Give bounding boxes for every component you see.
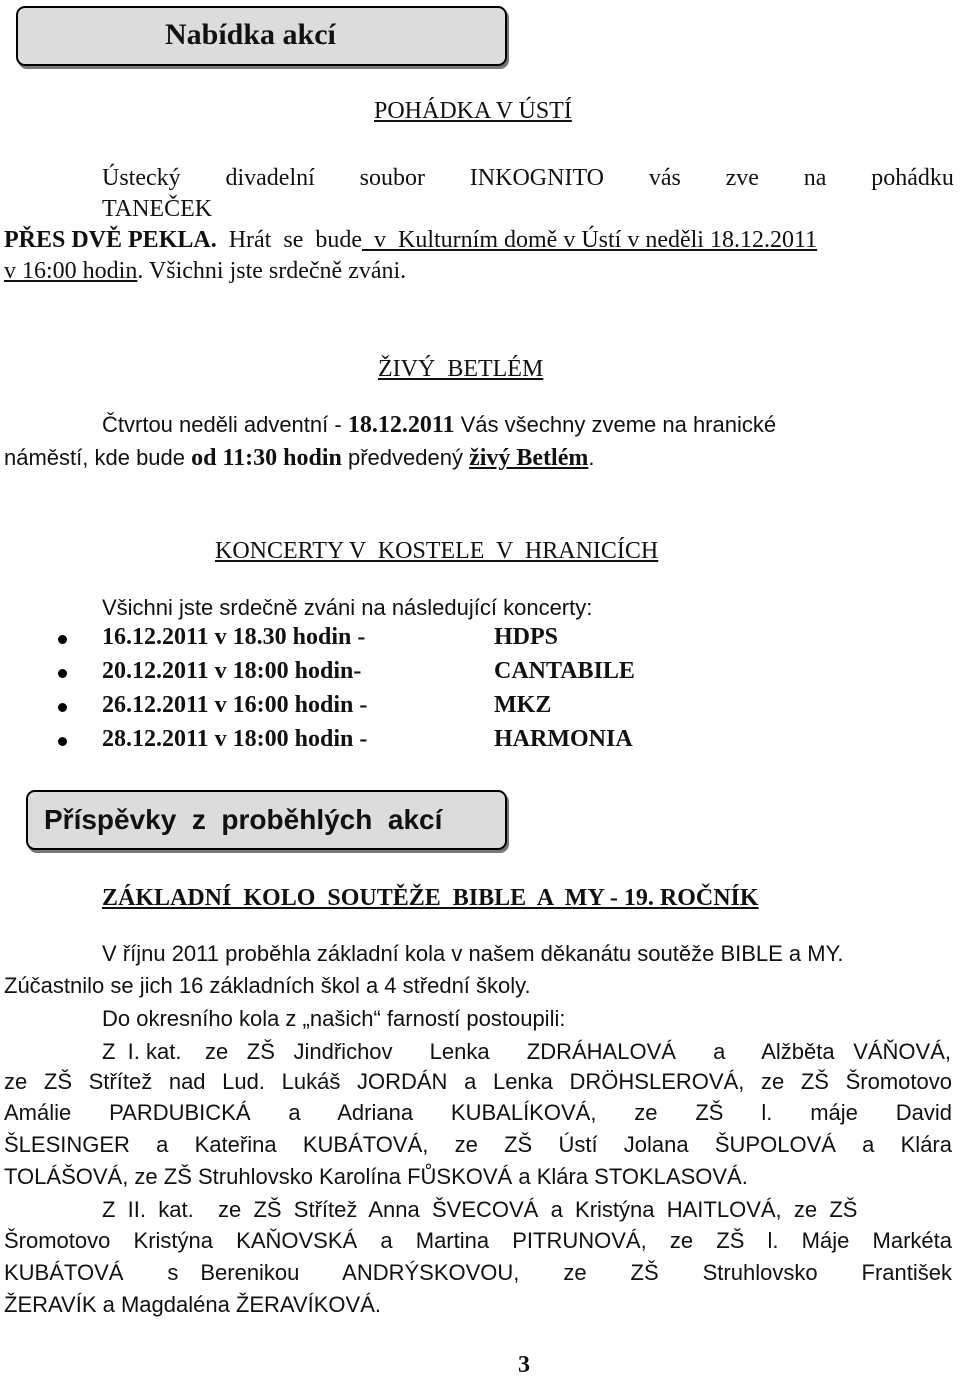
bullet [58,635,67,644]
pohadka-word: Ústecký [102,165,181,191]
koncerty-intro: Všichni jste srdečně zváni na následující koncerty: [102,595,593,620]
pohadka-time: v 16:00 hodin [4,258,138,284]
page-number: 3 [518,1352,530,1378]
section-title-prispevky: Příspěvky z proběhlých akcí [44,804,443,835]
pohadka-word: na [803,165,827,191]
betlem-line2 [4,442,594,474]
concert-name: HARMONIA [494,726,633,752]
bible-cat2-line: Šromotovo Kristýna KAŇOVSKÁ a Martina PITRUNOVÁ, ze ZŠ l. Máje Markéta [4,1228,952,1253]
bullet [58,737,67,746]
betlem-time: od 11:30 hodin [191,445,342,471]
heading-koncerty: KONCERTY V KOSTELE V HRANICÍCH [215,538,659,564]
betlem-line2-a: náměstí, kde bude [4,445,192,470]
pohadka-line3 [4,225,817,256]
concert-date: 26.12.2011 v 16:00 hodin - [102,692,368,718]
betlem-line1-a: Čtvrtou neděli adventní - [102,412,348,437]
betlem-line1 [102,409,776,441]
bible-cat1-line: Amálie PARDUBICKÁ a Adriana KUBALÍKOVÁ, ze ZŠ l. máje David [4,1100,952,1125]
pohadka-title-bold: PŘES DVĚ PEKLA. [4,227,217,253]
bible-cat1-first: ze ZŠ Jindřichov Lenka ZDRÁHALOVÁ a Alžběta VÁŇOVÁ, [205,1039,951,1064]
bullet [58,703,67,712]
pohadka-line1 [102,163,954,194]
bible-line2: Zúčastnilo se jich 16 základních škol a 4 střední školy. [4,973,531,998]
bible-cat1-line: ŠLESINGER a Kateřina KUBÁTOVÁ, ze ZŠ Ústí Jolana ŠUPOLOVÁ a Klára [4,1132,952,1157]
pohadka-word: zve [725,165,759,191]
bible-cat2-last: ŽERAVÍK a Magdaléna ŽERAVÍKOVÁ. [4,1292,382,1317]
concert-name: HDPS [494,624,559,650]
pohadka-line2: TANEČEK [102,196,213,222]
concert-date: 20.12.2011 v 18:00 hodin- [102,658,362,684]
betlem-line1-b: Vás všechny zveme na hranické [454,412,777,437]
concert-date: 16.12.2011 v 18.30 hodin - [102,624,366,650]
bible-line3: Do okresního kola z „našich“ farností postoupili: [102,1006,566,1031]
concert-date: 28.12.2011 v 18:00 hodin - [102,726,368,752]
pohadka-word: INKOGNITO [469,165,604,191]
heading-betlem: ŽIVÝ BETLÉM [378,356,544,382]
betlem-line2-b: předvedený [341,445,470,470]
pohadka-word: pohádku [871,165,954,191]
pohadka-word: soubor [359,165,425,191]
bible-line1: V říjnu 2011 proběhla základní kola v našem děkanátu soutěže BIBLE a MY. [102,941,844,966]
bible-cat2-label: Z II. kat. [102,1197,194,1222]
section-title-nabidka: Nabídka akcí [165,18,336,51]
concert-name: CANTABILE [494,658,635,684]
heading-bible: ZÁKLADNÍ KOLO SOUTĚŽE BIBLE A MY - 19. ROČNÍK [102,885,759,911]
betlem-zivy-betlem: živý Betlém [469,445,589,471]
bullet [58,669,67,678]
heading-pohadka: POHÁDKA V ÚSTÍ [374,98,572,124]
pohadka-invite: . Všichni jste srdečně zváni. [137,258,407,284]
pohadka-line4 [4,256,406,287]
betlem-date: 18.12.2011 [347,412,455,438]
bible-cat1-last: TOLÁŠOVÁ, ze ZŠ Struhlovsko Karolína FŮSKOVÁ a Klára STOKLASOVÁ. [4,1164,748,1189]
pohadka-line3-rest: Hrát se bude [216,227,362,253]
pohadka-word: vás [648,165,681,191]
pohadka-word: divadelní [225,165,315,191]
pohadka-place-date: v Kulturním domě v Ústí v neděli 18.12.2011 [362,227,818,253]
bible-cat1-line: ze ZŠ Střítež nad Lud. Lukáš JORDÁN a Lenka DRÖHSLEROVÁ, ze ZŠ Šromotovo [4,1069,952,1094]
bible-cat2-first: ze ZŠ Střítež Anna ŠVECOVÁ a Kristýna HAITLOVÁ, ze ZŠ [218,1197,858,1222]
bible-cat2-line: KUBÁTOVÁ s Berenikou ANDRÝSKOVOU, ze ZŠ Struhlovsko František [4,1260,952,1285]
betlem-period: . [588,445,595,470]
concert-name: MKZ [494,692,552,718]
bible-cat1-label: Z I. kat. [102,1039,182,1064]
